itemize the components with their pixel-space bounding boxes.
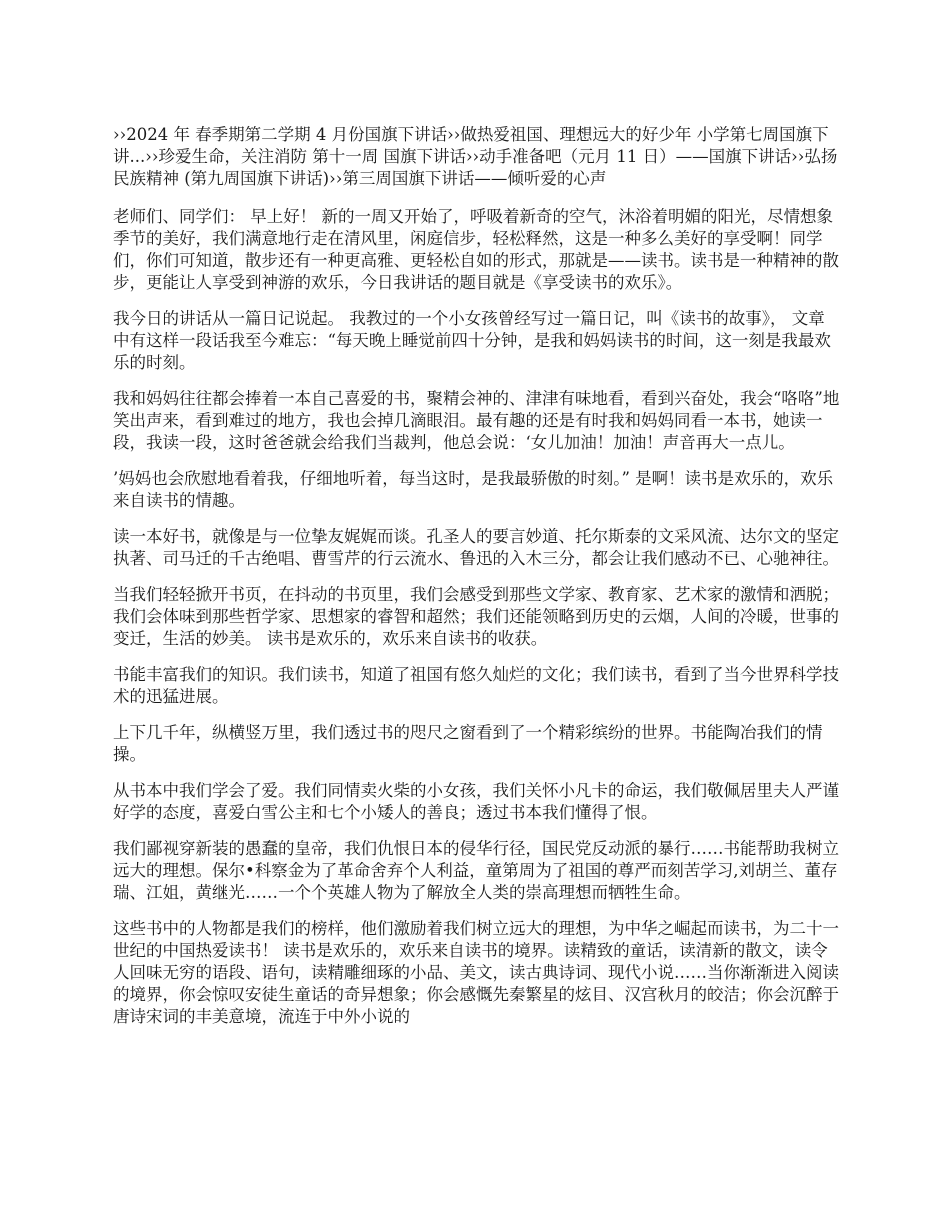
article-paragraph: 我今日的讲话从一篇日记说起。 我教过的一个小女孩曾经写过一篇日记，叫《读书的故事》， 文章中有这样一段话我至今难忘：“每天晚上睡觉前四十分钟，是我和妈妈读书的时间，这一刻是我最欢乐的时刻。 [113,309,831,372]
breadcrumb [113,124,841,190]
breadcrumb-link[interactable]: 做热爱祖国、理想远大的好少年 小学第七周国旗下讲... [113,125,829,166]
article-paragraph: ’妈妈也会欣慰地看着我，仔细地听着，每当这时，是我最骄傲的时刻。” 是啊！读书是欢乐的，欢乐来自读书的情趣。 [113,469,834,510]
article-paragraph: 上下几千年，纵横竖万里，我们透过书的咫尺之窗看到了一个精彩缤纷的世界。书能陶冶我们的情操。 [113,723,823,764]
article-paragraph: 从书本中我们学会了爱。我们同情卖火柴的小女孩，我们关怀小凡卡的命运，我们敬佩居里夫人严谨好学的态度，喜爱白雪公主和七个小矮人的善良；透过书本我们懂得了恨。 [113,781,839,822]
article-paragraph: 当我们轻轻掀开书页，在抖动的书页里，我们会感受到那些文学家、教育家、艺术家的激情和洒脱；我们会体味到那些哲学家、思想家的睿智和超然；我们还能领略到历史的云烟，人间的冷暖，世事的变迁，生活的妙美。 读书是欢乐的，欢乐来自读书的收获。 [113,585,839,648]
breadcrumb-separator: ›› [465,147,480,166]
breadcrumb-separator: ›› [329,169,343,188]
breadcrumb-link[interactable]: 第三周国旗下讲话——倾听爱的心声 [342,169,607,188]
breadcrumb-separator: ›› [145,147,159,166]
breadcrumb-separator: ›› [113,125,127,144]
article-paragraph: 这些书中的人物都是我们的榜样，他们激励着我们树立远大的理想，为中华之崛起而读书，为二十一世纪的中国热爱读书！ 读书是欢乐的，欢乐来自读书的境界。读精致的童话，读清新的散文，读令人回味无穷的语段、语句，读精雕细琢的小品、美文，读古典诗词、现代小说……当你渐渐进入阅读的境界，你会惊叹安徒生童话的奇异想象；你会感慨先秦繁星的炫目、汉宫秋月的皎洁；你会沉醉于唐诗宋词的丰美意境，流连于中外小说的 [113,919,839,1026]
breadcrumb-separator: ›› [447,125,461,144]
breadcrumb-link[interactable]: 弘扬民族精神 (第九周国旗下讲话) [113,147,838,188]
document-page [113,124,841,1042]
article-paragraph: 我们鄙视穿新装的愚蠢的皇帝，我们仇恨日本的侵华行径，国民党反动派的暴行……书能帮助我树立远大的理想。保尔•科察金为了革命舍弃个人利益，童第周为了祖国的尊严而刻苦学习,刘胡兰、董存瑞、江姐，黄继光……一个个英雄人物为了解放全人类的崇高理想而牺牲生命。 [113,839,839,902]
article-paragraph: 读一本好书，就像是与一位挚友娓娓而谈。孔圣人的要言妙道、托尔斯泰的文采风流、达尔文的坚定执著、司马迁的千古绝唱、曹雪芹的行云流水、鲁迅的入木三分，都会让我们感动不已、心驰神往。 [113,527,839,568]
breadcrumb-link[interactable]: 2024 年 春季期第二学期 4 月份国旗下讲话 [126,125,448,144]
article-paragraph: 我和妈妈往往都会捧着一本自己喜爱的书，聚精会神的、津津有味地看，看到兴奋处，我会“咯咯”地笑出声来，看到难过的地方，我也会掉几滴眼泪。最有趣的还是有时我和妈妈同看一本书，她读一段，我读一段，这时爸爸就会给我们当裁判，他总会说：‘女儿加油！加油！声音再大一点儿。 [113,389,840,452]
breadcrumb-link[interactable]: 珍爱生命，关注消防 第十一周 国旗下讲话 [158,147,466,166]
article-body [113,206,841,1028]
article-paragraph: 书能丰富我们的知识。我们读书，知道了祖国有悠久灿烂的文化；我们读书，看到了当今世界科学技术的迅猛进展。 [113,665,839,706]
breadcrumb-separator: ›› [791,147,805,166]
article-paragraph: 老师们、同学们： 早上好！ 新的一周又开始了，呼吸着新奇的空气，沐浴着明媚的阳光，尽情想象季节的美好，我们满意地行走在清风里，闲庭信步，轻松释然，这是一种多么美好的享受啊！同学们，你们可知道，散步还有一种更高雅、更轻松自如的形式，那就是——读书。读书是一种精神的散步，更能让人享受到神游的欢乐，今日我讲话的题目就是《享受读书的欢乐》。 [113,207,839,292]
breadcrumb-link[interactable]: 动手准备吧（元月 11 日）——国旗下讲话 [479,147,792,166]
